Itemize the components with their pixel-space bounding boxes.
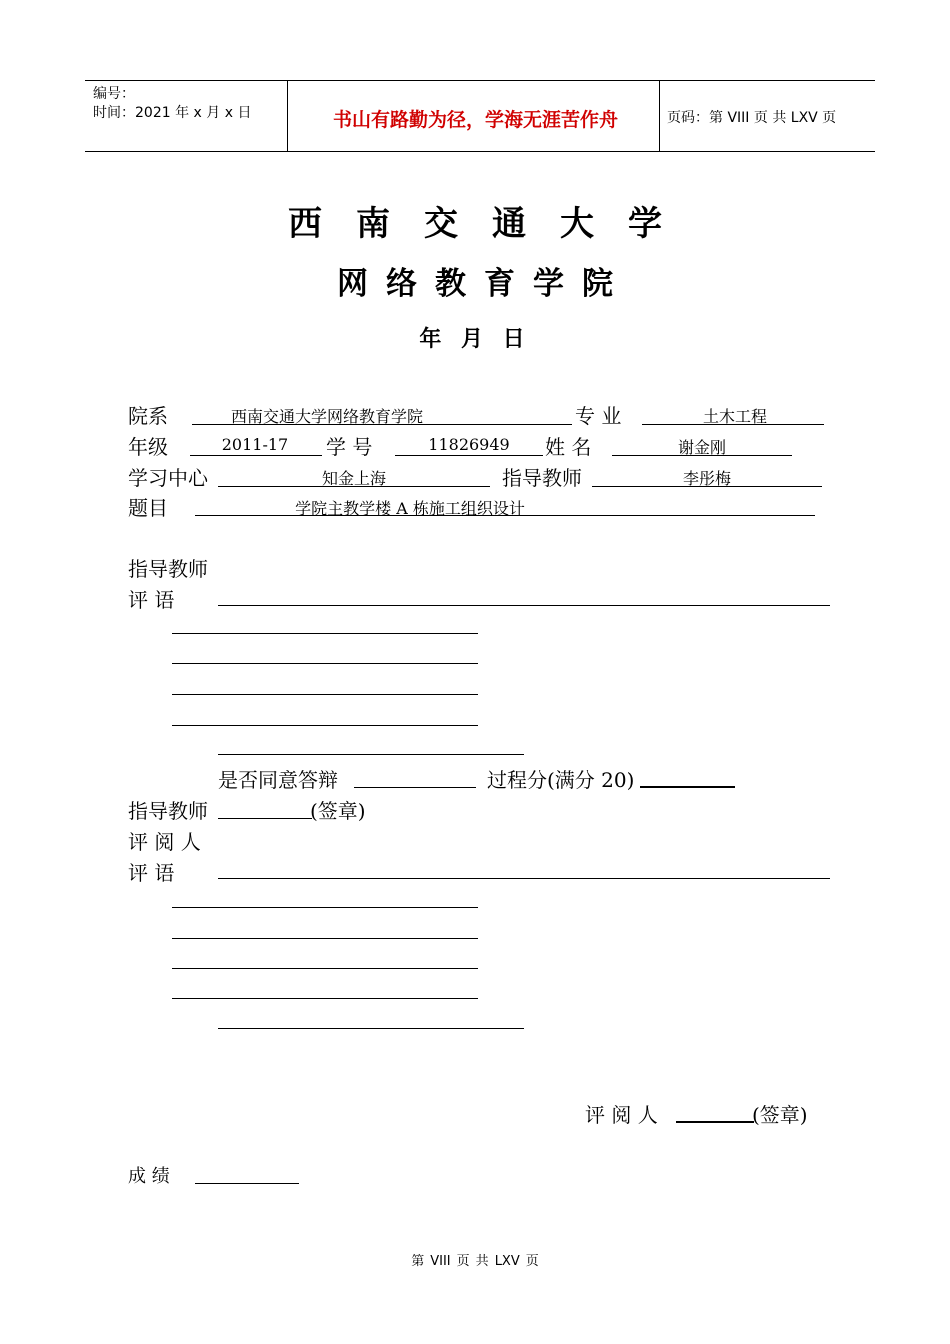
page-info: 页码：第 VIII 页 共 LXV 页 [667,110,837,126]
advisor-comment-line [172,694,478,695]
center-underline [218,486,490,487]
university-title: 西南交通大学 [288,204,696,244]
reviewer-sign-label: 评 阅 人 [585,1103,658,1127]
reviewer-comment-line [218,1028,524,1029]
topic-label: 题目 [128,496,168,520]
advisor-comment-line [172,633,478,634]
footer-ye: 页 [525,1254,539,1269]
grade-label: 年级 [128,435,168,459]
defense-label: 是否同意答辩 [218,768,338,792]
header-table [85,80,875,152]
footer-di: 第 [411,1254,425,1269]
footer-gong: 共 [475,1254,489,1269]
major-label: 专 业 [575,404,622,428]
advisor-comment-line [172,663,478,664]
name-underline [612,455,792,456]
center-label: 学习中心 [128,466,208,490]
defense-underline [354,787,476,788]
footer-ye: 页 [456,1254,470,1269]
advisor-comment-line [172,725,478,726]
reviewer-comment-line [218,878,830,879]
grade-value: 2011-17 [221,435,289,454]
date-line: 年 月 日 [419,327,531,352]
header-divider [659,81,660,151]
advisor-value: 李彤梅 [682,469,731,488]
center-value: 知金上海 [321,469,386,488]
department-label: 院系 [128,404,168,428]
header-divider [287,81,288,151]
grade-score-underline [195,1183,299,1184]
advisor-section-heading: 指导教师 [128,557,208,581]
advisor-comment-line [218,605,830,606]
advisor-sign-suffix: (签章) [310,799,366,823]
footer-page-number: VIII [430,1254,451,1269]
page-footer [0,1250,950,1269]
reviewer-comment-line [172,938,478,939]
reviewer-comment-label: 评 语 [128,861,175,885]
advisor-sign-label: 指导教师 [128,799,208,823]
advisor-comment-line [218,754,524,755]
process-score-label: 过程分(满分 20) [487,768,635,792]
student-id-label: 学 号 [326,435,373,459]
header-left [93,85,251,123]
advisor-comment-label: 评 语 [128,588,175,612]
major-value: 土木工程 [702,407,767,426]
advisor-label: 指导教师 [502,466,582,490]
grade-underline [190,455,322,456]
name-label: 姓 名 [545,435,592,459]
department-value: 西南交通大学网络教育学院 [230,407,423,426]
topic-underline [195,515,815,516]
reviewer-comment-line [172,998,478,999]
number-label: 编号： [93,86,135,102]
reviewer-sign-suffix: (签章) [752,1103,808,1127]
student-id-value: 11826949 [428,435,510,454]
footer-total-pages: LXV [494,1254,520,1269]
grade-score-label: 成 绩 [128,1166,170,1187]
college-title: 网络教育学院 [337,266,631,302]
topic-value: 学院主教学楼 A 栋施工组织设计 [295,499,525,518]
time-label: 时间：2021 年 x 月 x 日 [93,105,252,121]
student-id-underline [395,455,543,456]
advisor-sign-underline [218,818,312,819]
reviewer-comment-line [172,968,478,969]
motto: 书山有路勤为径，学海无涯苦作舟 [332,109,618,131]
reviewer-sign-underline [676,1121,754,1123]
advisor-underline [592,486,822,487]
name-value: 谢金刚 [677,438,726,457]
reviewer-comment-line [172,907,478,908]
department-underline [192,424,572,425]
reviewer-heading: 评 阅 人 [128,830,201,854]
major-underline [642,424,824,425]
process-score-underline [640,786,735,788]
